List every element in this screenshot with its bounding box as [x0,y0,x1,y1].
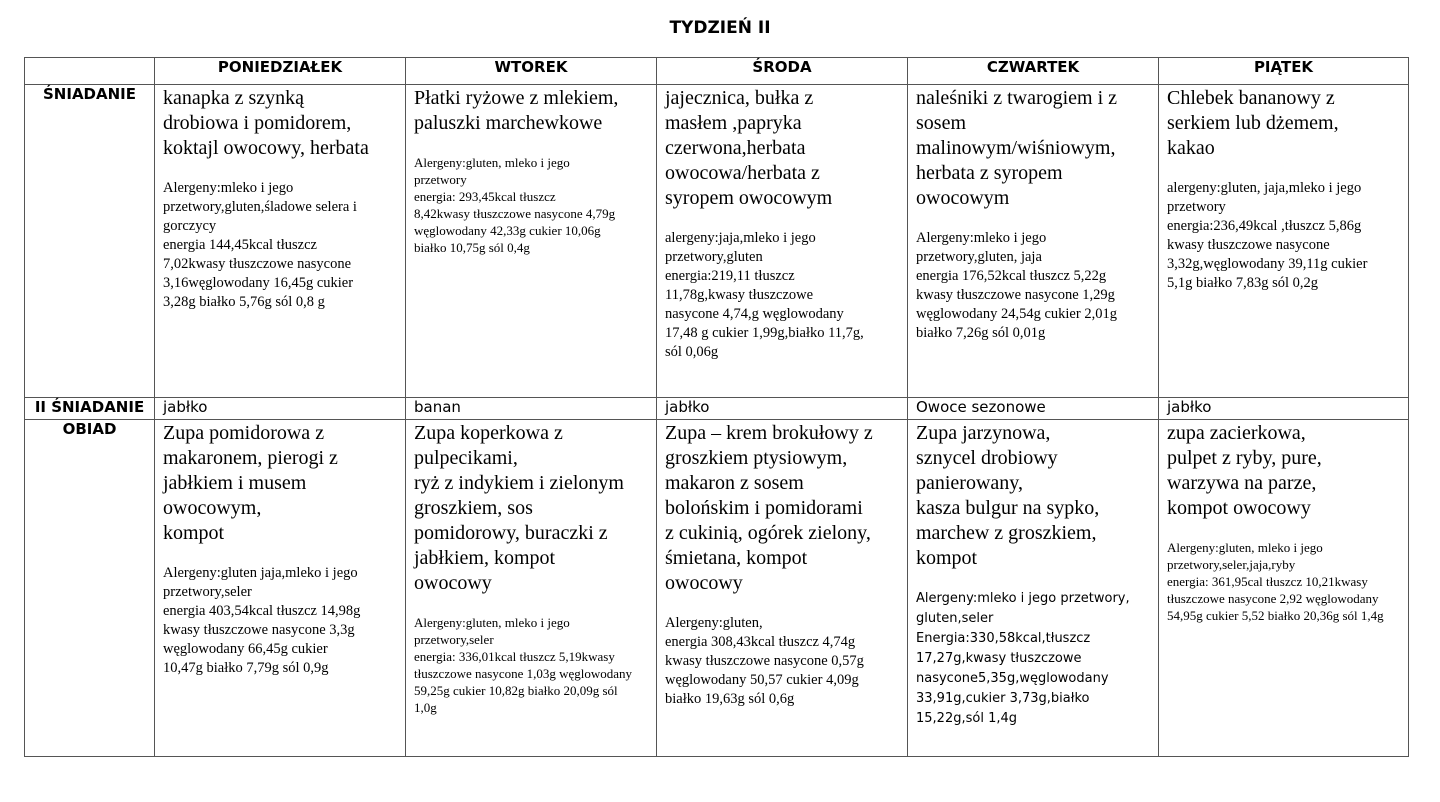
allergen-text: Alergeny:mleko i jego przetwory, gluten,seler Energia:330,58kcal,tłuszcz 17,27g,kwasy tłuszczowe nasycone5,35g,węglowodany 33,91g,cukier 3,73g,białko 15,22g,sól 1,4g [916,591,1130,726]
dish-text: zupa zacierkowa, pulpet z ryby, pure, warzywa na parze, kompot owocowy [1167,422,1322,519]
breakfast-row [25,85,1409,398]
day-header: PIĄTEK [1159,58,1409,85]
dish-text: Zupa jarzynowa, sznycel drobiowy panierowany, kasza bulgur na sypko, marchew z groszkiem, kompot [916,422,1100,569]
dish-text: jajecznica, bułka z masłem ,papryka czerwona,herbata owocowa/herbata z syropem owocowym [665,87,833,209]
dish-text: Płatki ryżowe z mlekiem, paluszki marchewkowe [414,87,619,134]
snack-cell: jabłko [155,398,406,420]
header-row [25,58,1409,85]
day-header: WTOREK [406,58,657,85]
allergen-text: alergeny:jaja,mleko i jego przetwory,gluten energia:219,11 tłuszcz 11,78g,kwasy tłuszczowe nasycone 4,74,g węglowodany 17,48 g cukier 1,99g,białko 11,7g, sól 0,06g [665,230,864,360]
snack-cell: banan [406,398,657,420]
meal-label: II ŚNIADANIE [25,398,155,420]
snack-cell: Owoce sezonowe [908,398,1159,420]
dish-text: Zupa pomidorowa z makaronem, pierogi z jabłkiem i musem owocowym, kompot [163,422,338,544]
allergen-text: Alergeny:gluten jaja,mleko i jego przetwory,seler energia 403,54kcal tłuszcz 14,98g kwasy tłuszczowe nasycone 3,3g węglowodany 66,45g cukier 10,47g białko 7,79g sól 0,9g [163,565,361,676]
dish-text: Chlebek bananowy z serkiem lub dżemem, kakao [1167,87,1339,159]
menu-cell [908,420,1159,757]
allergen-text: Alergeny:gluten, mleko i jego przetwory,seler,jaja,ryby energia: 361,95cal tłuszcz 10,21kwasy tłuszczowe nasycone 2,92 węglowodany 54,95g cukier 5,52 białko 20,36g sól 1,4g [1167,540,1384,623]
menu-table [24,57,1409,757]
dish-text: Zupa – krem brokułowy z groszkiem ptysiowym, makaron z sosem bolońskim i pomidorami z cukinią, ogórek zielony, śmietana, kompot owocowy [665,422,873,594]
menu-cell [657,420,908,757]
snack-cell: jabłko [657,398,908,420]
dish-text: kanapka z szynką drobiowa i pomidorem, koktajl owocowy, herbata [163,87,369,159]
menu-cell [657,85,908,398]
allergen-text: Alergeny:mleko i jego przetwory,gluten,śladowe selera i gorczycy energia 144,45kcal tłuszcz 7,02kwasy tłuszczowe nasycone 3,16węglowodany 16,45g cukier 3,28g białko 5,76g sól 0,8 g [163,180,357,310]
allergen-text: Alergeny:gluten, mleko i jego przetwory energia: 293,45kcal tłuszcz 8,42kwasy tłuszczowe nasycone 4,79g węglowodany 42,33g cukier 10,06g białko 10,75g sól 0,4g [414,155,616,255]
second-breakfast-row [25,398,1409,420]
dish-text: naleśniki z twarogiem i z sosem malinowym/wiśniowym, herbata z syropem owocowym [916,87,1118,209]
meal-label: OBIAD [25,420,155,757]
allergen-text: alergeny:gluten, jaja,mleko i jego przetwory energia:236,49kcal ,tłuszcz 5,86g kwasy tłuszczowe nasycone 3,32g,węglowodany 39,11g cukier 5,1g białko 7,83g sól 0,2g [1167,180,1368,291]
menu-cell [155,85,406,398]
day-header: CZWARTEK [908,58,1159,85]
snack-cell: jabłko [1159,398,1409,420]
menu-cell [1159,420,1409,757]
menu-cell [406,85,657,398]
page-title: TYDZIEŃ II [669,18,771,38]
day-header: ŚRODA [657,58,908,85]
day-header: PONIEDZIAŁEK [155,58,406,85]
corner-cell [25,58,155,85]
lunch-row [25,420,1409,757]
allergen-text: Alergeny:gluten, energia 308,43kcal tłuszcz 4,74g kwasy tłuszczowe nasycone 0,57g węglowodany 50,57 cukier 4,09g białko 19,63g sól 0,6g [665,615,864,707]
meal-label: ŚNIADANIE [25,85,155,398]
menu-cell [908,85,1159,398]
allergen-text: Alergeny:mleko i jego przetwory,gluten, jaja energia 176,52kcal tłuszcz 5,22g kwasy tłuszczowe nasycone 1,29g węglowodany 24,54g cukier 2,01g białko 7,26g sól 0,01g [916,230,1117,341]
menu-cell [406,420,657,757]
dish-text: Zupa koperkowa z pulpecikami, ryż z indykiem i zielonym groszkiem, sos pomidorowy, buraczki z jabłkiem, kompot owocowy [414,422,624,594]
menu-cell [1159,85,1409,398]
menu-cell [155,420,406,757]
allergen-text: Alergeny:gluten, mleko i jego przetwory,seler energia: 336,01kcal tłuszcz 5,19kwasy tłuszczowe nasycone 1,03g węglowodany 59,25g cukier 10,82g białko 20,09g sól 1,0g [414,615,633,715]
